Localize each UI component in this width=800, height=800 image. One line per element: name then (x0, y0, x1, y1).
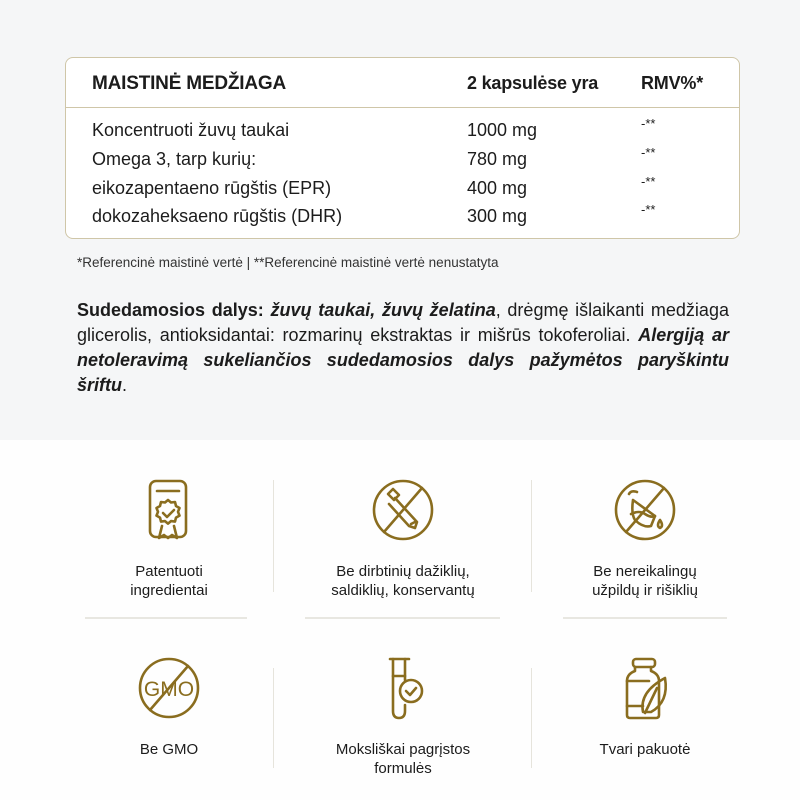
ingredients-label: Sudedamosios dalys: (77, 300, 264, 320)
divider (273, 668, 274, 768)
feature-no-artificial (303, 478, 503, 600)
no-gmo-icon (137, 656, 201, 720)
nutrient-amount: 400 mg (467, 178, 528, 198)
divider (85, 617, 247, 619)
feature-label: Moksliškai pagrįstos formulės (335, 741, 471, 777)
certificate-icon (137, 478, 201, 542)
table-row (66, 174, 739, 206)
feature-sustainable (545, 656, 745, 759)
nutrient-amount: 1000 mg (467, 120, 538, 140)
allergen-note: Alergiją ar netoleravimą sukeliančios sudedamosios dalys pažymėtos paryškintu šriftu (77, 325, 729, 395)
feature-label: Be GMO (139, 741, 199, 758)
test-tube-check-icon (371, 656, 435, 720)
divider (531, 480, 532, 592)
feature-patented (69, 478, 269, 600)
divider (305, 617, 500, 619)
nutrient-amount: 780 mg (467, 149, 528, 169)
nutrition-table (65, 57, 740, 239)
feature-label: Be nereikalingų užpildų ir rišiklių (592, 563, 698, 599)
feature-label: Tvari pakuotė (599, 741, 691, 758)
eco-jar-icon (613, 656, 677, 720)
header-rmv: RMV%* (641, 73, 704, 93)
svg-text:GMO: GMO (143, 678, 195, 701)
divider (563, 617, 727, 619)
ingredients-paragraph: Sudedamosios dalys: žuvų taukai, žuvų želatina, drėgmę išlaikanti medžiaga glicerolis, antioksidantai: rozmarinų ekstraktas ir mišrūs tokoferoliai. Alergiją ar netoleravimą sukeliančios sudedamosios dalys pažymėtos paryškintu šriftu. (77, 300, 729, 395)
no-filler-icon (613, 478, 677, 542)
divider (531, 668, 532, 768)
no-dropper-icon (371, 478, 435, 542)
nutrient-rmv: -** (641, 202, 656, 217)
table-header (66, 58, 739, 108)
feature-no-fillers (545, 478, 745, 600)
table-row (66, 202, 739, 234)
feature-science (303, 656, 503, 778)
nutrient-name: Koncentruoti žuvų taukai (92, 120, 290, 140)
nutrient-name: Omega 3, tarp kurių: (92, 149, 257, 169)
nutrient-rmv: -** (641, 145, 656, 160)
ingredients-text: , drėgmę išlaikanti medžiaga glicerolis, antioksidantai: rozmarinų ekstraktas ir mišrūs tokoferoliai. (77, 300, 729, 345)
nutrient-rmv: -** (641, 174, 656, 189)
divider (273, 480, 274, 592)
footnote: *Referencinė maistinė vertė | **Referencinė maistinė vertė nenustatyta (77, 255, 499, 270)
nutrient-amount: 300 mg (467, 206, 528, 226)
table-row (66, 145, 739, 177)
header-nutrient: MAISTINĖ MEDŽIAGA (92, 73, 286, 94)
table-row (66, 116, 739, 148)
nutrient-name: dokozaheksaeno rūgštis (DHR) (92, 206, 343, 226)
feature-no-gmo (69, 656, 269, 759)
feature-label: Be dirbtinių dažiklių, saldiklių, konservantų (331, 563, 475, 599)
nutrient-name: eikozapentaeno rūgštis (EPR) (92, 178, 332, 198)
header-amount: 2 kapsulėse yra (467, 73, 599, 93)
feature-label: Patentuoti ingredientai (130, 563, 208, 599)
ingredients-allergens: žuvų taukai, žuvų želatina (270, 300, 496, 320)
nutrient-rmv: -** (641, 116, 656, 131)
